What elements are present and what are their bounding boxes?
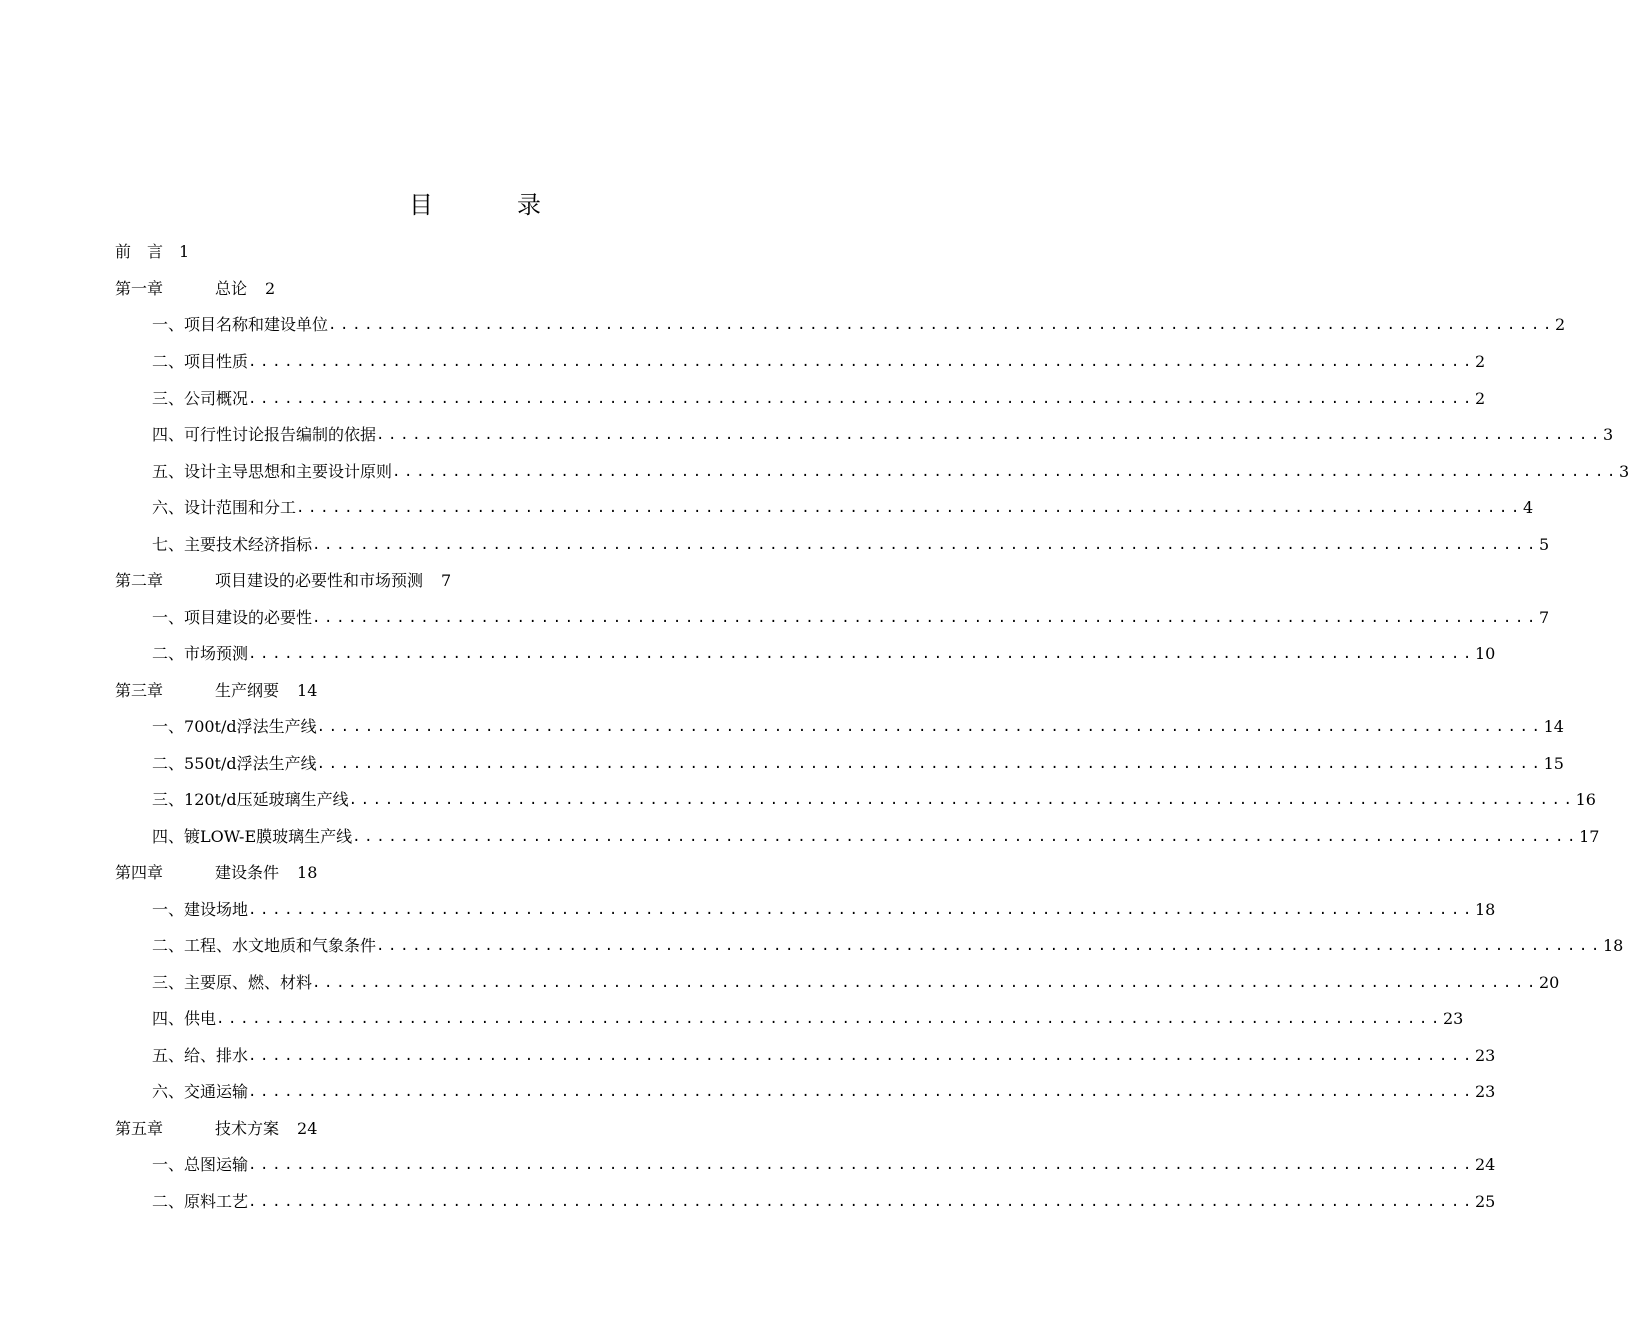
- section-title: 总图运输: [184, 1155, 249, 1174]
- section-title: 设计主导思想和主要设计原则: [184, 462, 393, 481]
- leader-dots: ......................................................................................................: [216, 1011, 1443, 1027]
- section-page: 4: [1522, 498, 1534, 517]
- chapter-page: 18: [297, 863, 318, 882]
- section-title: 主要技术经济指标: [184, 535, 313, 554]
- section-number: 三、: [152, 389, 185, 408]
- section-title: 工程、水文地质和气象条件: [184, 936, 377, 955]
- section-number: 二、: [152, 352, 185, 371]
- section-title: 700t/d浮法生产线: [184, 717, 317, 736]
- section-page: 16: [1575, 790, 1596, 809]
- leader-dots: ......................................................................................................: [312, 537, 1539, 553]
- section-title: 主要原、燃、材料: [184, 973, 313, 992]
- toc-section[interactable]: [152, 1008, 1464, 1030]
- toc-chapter[interactable]: [115, 278, 275, 300]
- section-page: 20: [1538, 973, 1560, 992]
- section-page: 7: [1538, 608, 1550, 627]
- section-page: 18: [1602, 936, 1624, 955]
- section-number: 四、: [152, 827, 185, 846]
- section-number: 七、: [152, 535, 185, 554]
- toc-chapter[interactable]: [115, 1118, 317, 1140]
- chapter-label: 第二章: [115, 571, 164, 590]
- leader-dots: ......................................................................................................: [248, 354, 1475, 370]
- section-number: 二、: [152, 644, 185, 663]
- leader-dots: ......................................................................................................: [248, 1048, 1475, 1064]
- section-page: 18: [1474, 900, 1496, 919]
- section-title: 公司概况: [184, 389, 249, 408]
- leader-dots: ......................................................................................................: [328, 317, 1555, 333]
- leader-dots: ......................................................................................................: [248, 646, 1475, 662]
- leader-dots: ......................................................................................................: [248, 1084, 1475, 1100]
- section-title: 可行性讨论报告编制的依据: [184, 425, 377, 444]
- toc-section[interactable]: [152, 753, 1564, 775]
- section-title: 交通运输: [184, 1082, 249, 1101]
- toc-section[interactable]: [152, 424, 1614, 446]
- toc-preface[interactable]: [115, 241, 189, 263]
- section-title: 设计范围和分工: [184, 498, 297, 517]
- section-page: 3: [1602, 425, 1614, 444]
- toc-section[interactable]: [152, 826, 1600, 848]
- toc-section[interactable]: [152, 351, 1486, 373]
- section-number: 五、: [152, 462, 185, 481]
- chapter-page: 24: [297, 1119, 318, 1138]
- leader-dots: ......................................................................................................: [312, 610, 1539, 626]
- toc-section[interactable]: [152, 643, 1496, 665]
- section-number: 一、: [152, 315, 185, 334]
- toc-section[interactable]: [152, 314, 1566, 336]
- section-page: 23: [1474, 1082, 1496, 1101]
- toc-section[interactable]: [152, 1081, 1496, 1103]
- section-title: 项目名称和建设单位: [184, 315, 329, 334]
- toc-chapter[interactable]: [115, 570, 451, 592]
- section-title: 镀LOW-E膜玻璃生产线: [184, 827, 353, 846]
- leader-dots: ......................................................................................................: [296, 500, 1523, 516]
- leader-dots: ......................................................................................................: [312, 975, 1539, 991]
- section-number: 四、: [152, 425, 185, 444]
- chapter-title: 总论: [215, 279, 248, 298]
- chapter-page: 7: [441, 571, 452, 590]
- leader-dots: ......................................................................................................: [352, 829, 1580, 845]
- section-number: 二、: [152, 936, 185, 955]
- toc-section[interactable]: [152, 1045, 1496, 1067]
- section-number: 五、: [152, 1046, 185, 1065]
- toc-section[interactable]: [152, 1191, 1496, 1213]
- toc-section[interactable]: [152, 388, 1486, 410]
- toc-chapter[interactable]: [115, 862, 317, 884]
- toc-section[interactable]: [152, 1154, 1496, 1176]
- toc-section[interactable]: [152, 607, 1550, 629]
- section-page: 24: [1474, 1155, 1496, 1174]
- toc-section[interactable]: [152, 789, 1596, 811]
- toc-title: 目 录: [409, 191, 571, 219]
- section-title: 给、排水: [184, 1046, 249, 1065]
- leader-dots: ......................................................................................................: [376, 938, 1603, 954]
- section-page: 14: [1543, 717, 1564, 736]
- leader-dots: ......................................................................................................: [248, 902, 1475, 918]
- chapter-page: 14: [297, 681, 318, 700]
- toc-section[interactable]: [152, 972, 1560, 994]
- section-page: 23: [1474, 1046, 1496, 1065]
- chapter-page: 2: [265, 279, 276, 298]
- section-title: 建设场地: [184, 900, 249, 919]
- chapter-label: 第一章: [115, 279, 164, 298]
- chapter-label: 第四章: [115, 863, 164, 882]
- section-title: 供电: [184, 1009, 217, 1028]
- section-number: 一、: [152, 608, 185, 627]
- section-page: 17: [1579, 827, 1600, 846]
- section-title: 550t/d浮法生产线: [184, 754, 317, 773]
- section-number: 四、: [152, 1009, 185, 1028]
- chapter-label: 第五章: [115, 1119, 164, 1138]
- leader-dots: ......................................................................................................: [316, 756, 1544, 772]
- section-number: 六、: [152, 1082, 185, 1101]
- section-page: 10: [1474, 644, 1496, 663]
- chapter-title: 项目建设的必要性和市场预测: [215, 571, 424, 590]
- section-title: 120t/d压延玻璃生产线: [184, 790, 349, 809]
- section-title: 市场预测: [184, 644, 249, 663]
- section-page: 2: [1474, 352, 1486, 371]
- leader-dots: ......................................................................................................: [348, 792, 1576, 808]
- section-title: 原料工艺: [184, 1192, 249, 1211]
- leader-dots: ......................................................................................................: [392, 464, 1619, 480]
- section-number: 一、: [152, 1155, 185, 1174]
- chapter-title: 技术方案: [215, 1119, 280, 1138]
- chapter-title: 建设条件: [215, 863, 280, 882]
- section-number: 二、: [152, 1192, 185, 1211]
- toc-section[interactable]: [152, 899, 1496, 921]
- leader-dots: ......................................................................................................: [376, 427, 1603, 443]
- section-title: 项目建设的必要性: [184, 608, 313, 627]
- toc-chapter[interactable]: [115, 680, 317, 702]
- leader-dots: ......................................................................................................: [248, 1157, 1475, 1173]
- section-page: 3: [1618, 462, 1629, 481]
- section-number: 三、: [152, 973, 185, 992]
- chapter-label: 第三章: [115, 681, 164, 700]
- toc-section[interactable]: [152, 534, 1550, 556]
- section-page: 15: [1543, 754, 1564, 773]
- leader-dots: ......................................................................................................: [248, 1194, 1475, 1210]
- section-number: 二、: [152, 754, 185, 773]
- toc-section[interactable]: [152, 497, 1534, 519]
- leader-dots: ......................................................................................................: [316, 719, 1544, 735]
- toc-section[interactable]: [152, 716, 1564, 738]
- section-number: 一、: [152, 717, 185, 736]
- leader-dots: ......................................................................................................: [248, 391, 1475, 407]
- section-page: 25: [1474, 1192, 1496, 1211]
- section-page: 2: [1554, 315, 1566, 334]
- section-page: 23: [1442, 1009, 1464, 1028]
- section-number: 一、: [152, 900, 185, 919]
- preface-label: 前言: [115, 242, 180, 261]
- toc-section[interactable]: [152, 935, 1624, 957]
- section-number: 三、: [152, 790, 185, 809]
- section-number: 六、: [152, 498, 185, 517]
- section-page: 5: [1538, 535, 1550, 554]
- toc-section[interactable]: [152, 461, 1629, 483]
- section-page: 2: [1474, 389, 1486, 408]
- section-title: 项目性质: [184, 352, 249, 371]
- chapter-title: 生产纲要: [215, 681, 280, 700]
- preface-page: 1: [179, 242, 190, 261]
